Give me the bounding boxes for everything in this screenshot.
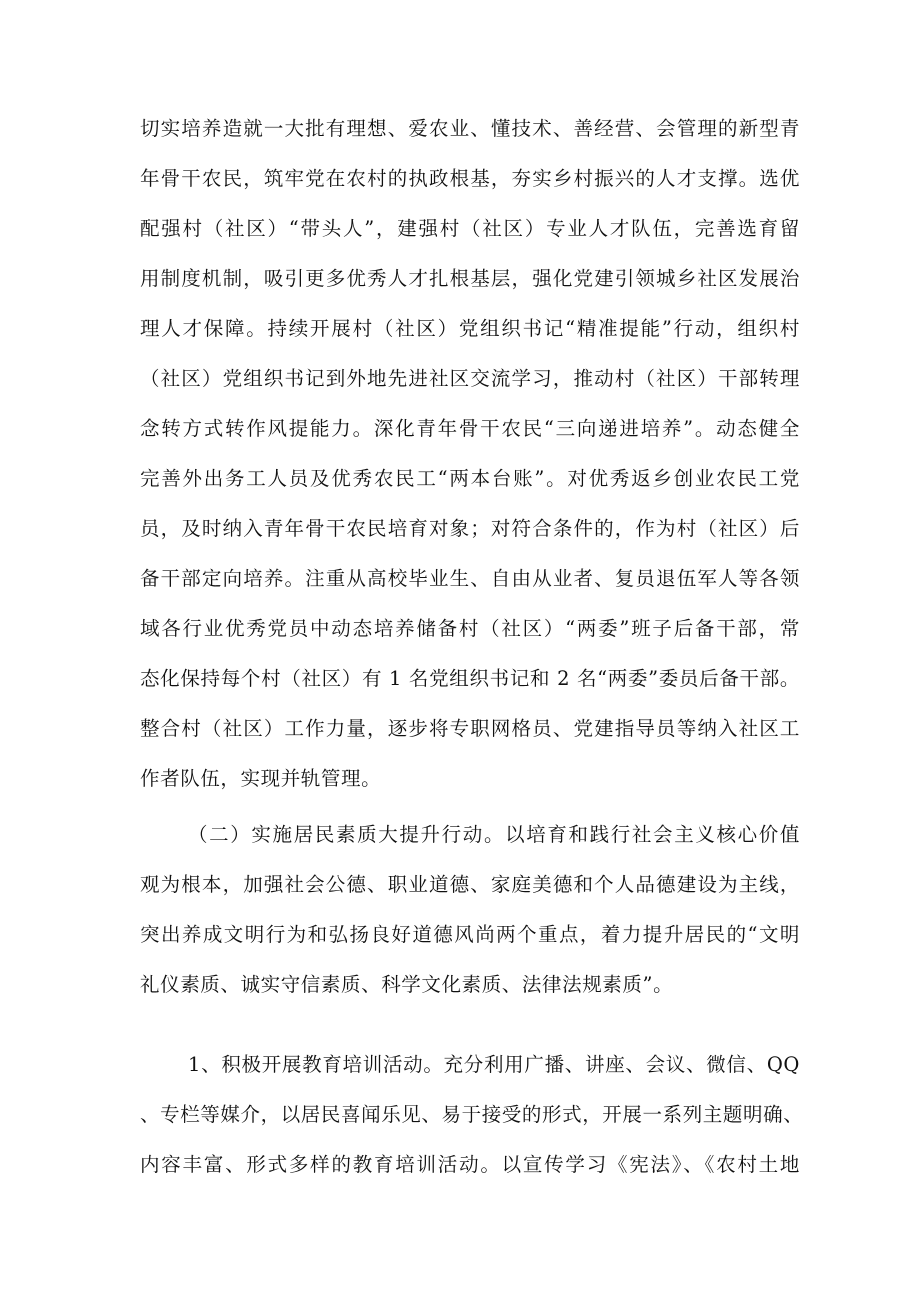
text-line: 配强村（社区）“带头人”，建强村（社区）专业人才队伍，完善选育留 bbox=[140, 217, 800, 240]
text-line: （社区）党组织书记到外地先进社区交流学习，推动村（社区）干部转理 bbox=[140, 367, 800, 390]
text-line: 观为根本，加强社会公德、职业道德、家庭美德和个人品德建设为主线， bbox=[140, 873, 800, 896]
text-line: 域各行业优秀党员中动态培养储备村（社区）“两委”班子后备干部，常 bbox=[140, 617, 800, 640]
text-line: 突出养成文明行为和弘扬良好道德风尚两个重点，着力提升居民的“文明 bbox=[140, 923, 800, 946]
text-line: 1、积极开展教育培训活动。充分利用广播、讲座、会议、微信、QQ bbox=[188, 1053, 800, 1076]
text-line: 礼仪素质、诚实守信素质、科学文化素质、法律法规素质”。 bbox=[140, 973, 674, 996]
text-line: 员，及时纳入青年骨干农民培育对象；对符合条件的，作为村（社区）后 bbox=[140, 517, 800, 540]
text-line: 理人才保障。持续开展村（社区）党组织书记“精准提能”行动，组织村 bbox=[140, 317, 800, 340]
text-line: （二）实施居民素质大提升行动。以培育和践行社会主义核心价值 bbox=[188, 823, 800, 846]
text-line: 年骨干农民，筑牢党在农村的执政根基，夯实乡村振兴的人才支撑。选优 bbox=[140, 167, 800, 190]
text-line: 用制度机制，吸引更多优秀人才扎根基层，强化党建引领城乡社区发展治 bbox=[140, 267, 800, 290]
text-line: 整合村（社区）工作力量，逐步将专职网格员、党建指导员等纳入社区工 bbox=[140, 717, 800, 740]
text-line: 备干部定向培养。注重从高校毕业生、自由从业者、复员退伍军人等各领 bbox=[140, 567, 800, 590]
text-line: 完善外出务工人员及优秀农民工“两本台账”。对优秀返乡创业农民工党 bbox=[140, 467, 800, 490]
text-line: 作者队伍，实现并轨管理。 bbox=[140, 767, 382, 790]
text-line: 态化保持每个村（社区）有 1 名党组织书记和 2 名“两委”委员后备干部。 bbox=[140, 667, 800, 690]
text-line: 内容丰富、形式多样的教育培训活动。以宣传学习《宪法》、《农村土地 bbox=[140, 1153, 800, 1176]
text-line: 念转方式转作风提能力。深化青年骨干农民“三向递进培养”。动态健全 bbox=[140, 417, 800, 440]
text-line: 、专栏等媒介，以居民喜闻乐见、易于接受的形式，开展一系列主题明确、 bbox=[140, 1103, 804, 1126]
text-line: 切实培养造就一大批有理想、爱农业、懂技术、善经营、会管理的新型青 bbox=[140, 117, 800, 140]
